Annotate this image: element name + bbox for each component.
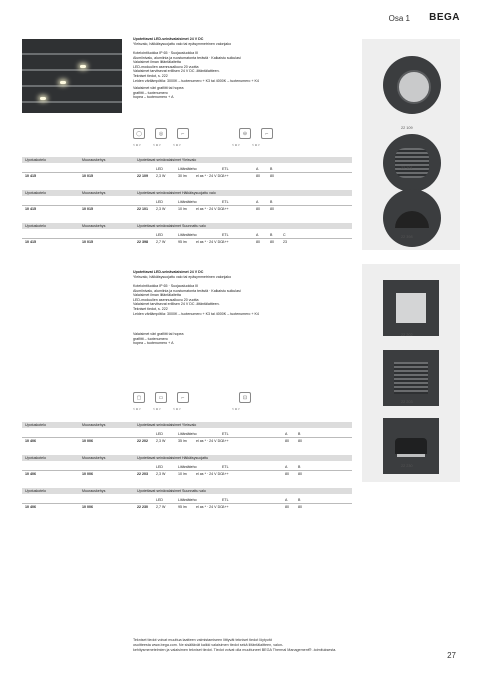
table-header-bar: Upotuskotelo Muurauskehys Upotettavat seinävalaisimet Häikäisysuojattu: [22, 455, 352, 461]
fixture-profile-icon: ⌐: [177, 392, 189, 403]
table-row: 10 406: [25, 439, 36, 443]
product-image-panel: 22 109 22 101 22 398: [362, 39, 460, 250]
table-header-bar: Upotuskotelo Muurauskehys Upotettavat seinävalaisimet Yleisvalo: [22, 422, 352, 428]
icon-label: < a >: [153, 407, 161, 411]
block1-subtitle: Yleisvalo, häikäisysuojattu valo tai epäsymmetrinen valonjako: [133, 42, 232, 46]
round-grid-icon: ⊖: [239, 128, 251, 139]
block1-dimension-icons: [133, 128, 273, 139]
icon-label: < a >: [252, 143, 260, 147]
round-fixture-icon: ◯: [133, 128, 145, 139]
icon-label: < a >: [173, 143, 181, 147]
table-header-bar: Upotuskotelo Muurauskehys Upotettavat seinävalaisimet Suunnattu valo: [22, 223, 352, 229]
block2-subtitle: Yleisvalo, häikäisysuojattu valo tai epäsymmetrinen valonjako: [133, 275, 232, 279]
icon-label: < a >: [153, 143, 161, 147]
table-row: 10 406: [25, 505, 36, 509]
section-label: Osa 1: [388, 14, 410, 23]
table-header-bar: Upotuskotelo Muurauskehys Upotettavat seinävalaisimet Suunnattu valo: [22, 488, 352, 494]
square-grille-fixture-image: [383, 350, 439, 406]
icon-label: < a >: [133, 407, 141, 411]
brand-logo: BEGA: [429, 12, 460, 23]
mount-profile-icon: ⊡: [239, 392, 251, 403]
round-grille-fixture-image: [383, 134, 441, 192]
block1-title: Upotettavat LED-seinävalaisimet 24 V DC: [133, 37, 204, 41]
square-fixture-image: [383, 280, 439, 336]
product-photo-stairs: [22, 39, 122, 113]
block2-title: Upotettavat LED-seinävalaisimet 24 V DC: [133, 270, 204, 274]
square-fixture-side-icon: ▭: [155, 392, 167, 403]
round-fixture-side-icon: ◎: [155, 128, 167, 139]
product-image-panel: 22 202 22 203 22 230: [362, 264, 460, 482]
mount-profile-icon: ⌐: [261, 128, 273, 139]
icon-label: < a >: [133, 143, 141, 147]
block1-desc: Kotelointiluokka IP 65 · Suojausluokka III Alumiinivalu, alumiinia ja ruostumatonta terästä · Kalkaistu suikulasi Valaisimet ilman liitäntälaitetta LED-moduulien asennusalkuvu 20 vuotta Valaisimet tarvitsevat erillisen 24 V DC -liitäntälaitteen. Tekniset tiedot, s. 222 Leiden värilämpötila: 3000K – tuotenumero + K3 tai 4000K – tuotenumero + K4: [133, 51, 259, 83]
icon-label: < a >: [232, 407, 240, 411]
icon-label: < a >: [232, 143, 240, 147]
fixture-profile-icon: ⌐: [177, 128, 189, 139]
table-row: 10 415: [25, 207, 36, 211]
block2-colors: Valaisimet väri grafiitti tai hopea grafiitti – tuotenumero hopea – tuotenumero + A: [133, 332, 184, 346]
page-number: 27: [447, 651, 456, 660]
footer-note: Tekniset tiedot voivat muuttua laatteen valmistamiseen liittyvät tekniset tiedot löytyvät osoitteesta www.bega.com. Ne sisältävät kaikki valaisimen tiedot sekä liitäntälaitteen, valon- kehitysmenetelmien ja valaisimen tekniset tiedot. Tiedot voivat olla muuttuneet BEGA Thermal Management® -toimituksesta.: [133, 638, 337, 652]
table-row: 10 406: [25, 472, 36, 476]
table-row: 10 415: [25, 240, 36, 244]
square-fixture-icon: ▢: [133, 392, 145, 403]
table-header-bar: Upotuskotelo Muurauskehys Upotettavat seinävalaisimet Yleisvalo: [22, 157, 352, 163]
block2-dimension-icons: [133, 392, 251, 403]
block1-colors: Valaisimet väri grafiitti tai hopea grafiitti – tuotenumero hopea – tuotenumero + A: [133, 86, 184, 100]
block2-desc: Kotelointiluokka IP 65 · Suojausluokka III Alumiinivalu, alumiinia ja ruostumatonta terästä · Kalkaistu suikulasi Valaisimet ilman liitäntälaitetta LED-moduulien asennusalkuvu 20 vuotta Valaisimet tarvitsevat erillisen 24 V DC -liitäntälaitteen. Tekniset tiedot, s. 222 Leiden värilämpötila: 3000K – tuotenumero + K3 tai 4000K – tuotenumero + K4: [133, 284, 259, 316]
icon-label: < a >: [173, 407, 181, 411]
table-header-bar: Upotuskotelo Muurauskehys Upotettavat seinävalaisimet Häikäisysuojattu valo: [22, 190, 352, 196]
table-row: 10 415: [25, 174, 36, 178]
